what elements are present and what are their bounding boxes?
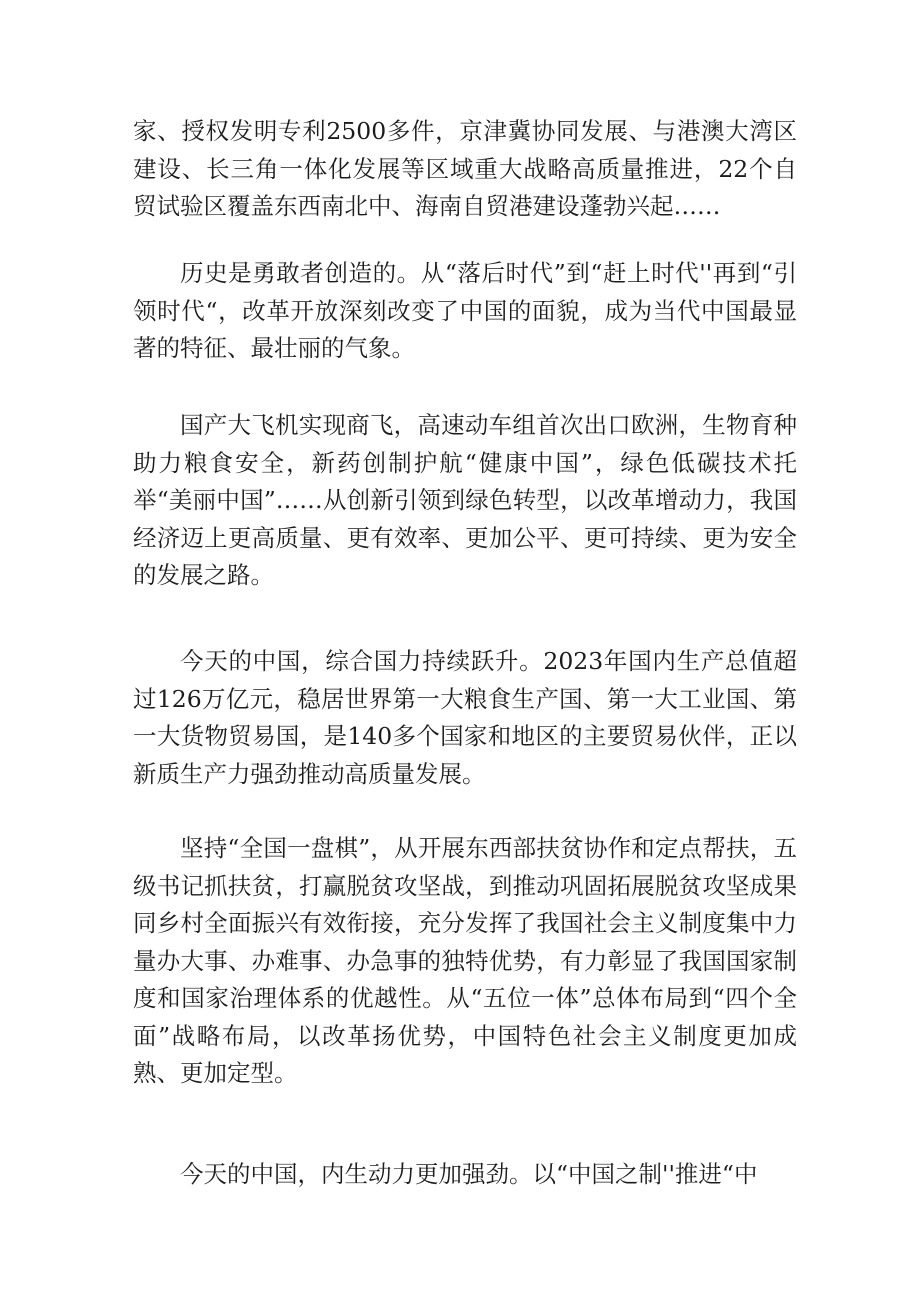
paragraph-text: 今天的中国，内生动力更加强劲。以“中国之制''推进“中 bbox=[180, 1160, 758, 1188]
paragraph-text: 今天的中国，综合国力持续跃升。2023年国内生产总值超过126万亿元，稳居世界第一大粮食生产国、第一大工业国、第一大货物贸易国，是140多个国家和地区的主要贸易伙伴，正以新质生产力强劲推动高质量发展。 bbox=[133, 647, 797, 788]
paragraph-innovation bbox=[133, 407, 797, 595]
paragraph-continuation bbox=[133, 113, 797, 226]
paragraph-poverty-alleviation bbox=[133, 830, 797, 1093]
paragraph-text: 坚持“全国一盘棋”，从开展东西部扶贫协作和定点帮扶，五级书记抓扶贫，打赢脱贫攻坚战，到推动巩固拓展脱贫攻坚成果同乡村全面振兴有效衔接，充分发挥了我国社会主义制度集中力量办大事、办难事、办急事的独特优势，有力彰显了我国国家制度和国家治理体系的优越性。从“五位一体”总体布局到“四个全面”战略布局，以改革扬优势，中国特色社会主义制度更加成熟、更加定型。 bbox=[133, 834, 797, 1087]
paragraph-internal-momentum bbox=[133, 1156, 797, 1194]
paragraph-text: 历史是勇敢者创造的。从“落后时代”到“赶上时代''再到“引领时代“，改革开放深刻改变了中国的面貌，成为当代中国最显著的特征、最壮丽的气象。 bbox=[133, 259, 797, 362]
paragraph-history bbox=[133, 255, 797, 368]
paragraph-text: 家、授权发明专利2500多件，京津冀协同发展、与港澳大湾区建设、长三角一体化发展等区域重大战略高质量推进，22个自贸试验区覆盖东西南北中、海南自贸港建设蓬勃兴起…… bbox=[133, 117, 797, 220]
paragraph-national-strength bbox=[133, 643, 797, 793]
paragraph-text: 国产大飞机实现商飞，高速动车组首次出口欧洲，生物育种助力粮食安全，新药创制护航“健康中国”，绿色低碳技术托举“美丽中国”……从创新引领到绿色转型，以改革增动力，我国经济迈上更高质量、更有效率、更加公平、更可持续、更为安全的发展之路。 bbox=[133, 411, 797, 589]
